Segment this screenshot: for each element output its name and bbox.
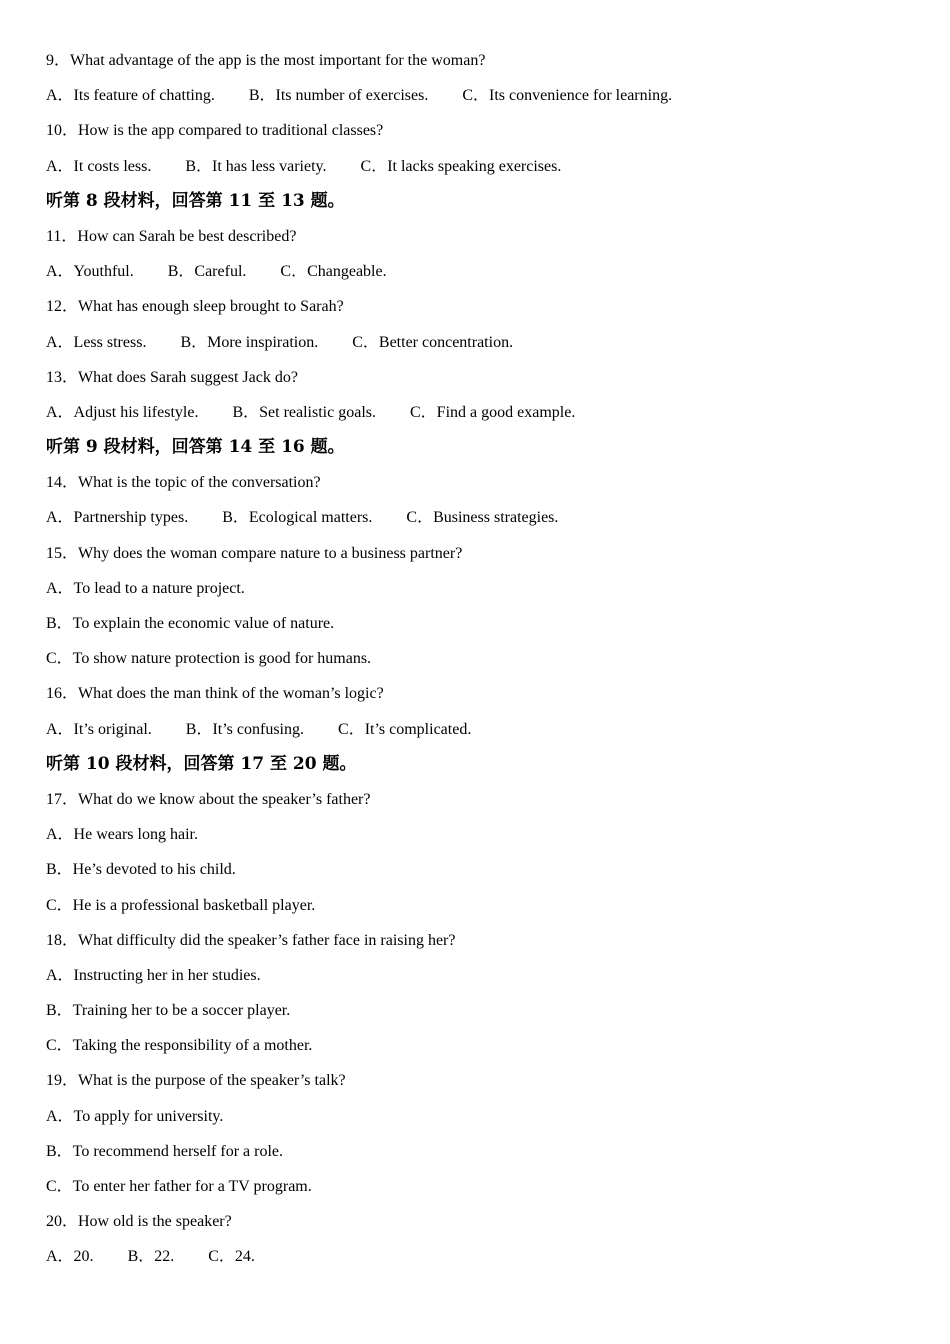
question-19: 19．What is the purpose of the speaker’s talk? — [46, 1072, 346, 1090]
option-20a: A．20. — [46, 1248, 94, 1266]
option-18c: C．Taking the responsibility of a mother. — [46, 1037, 313, 1055]
question-15: 15．Why does the woman compare nature to a business partner? — [46, 544, 463, 562]
option-12b: B．More inspiration. — [180, 333, 319, 351]
option-12a: A．Less stress. — [46, 333, 147, 351]
option-11a: A．Youthful. — [46, 263, 134, 281]
option-13b: B．Set realistic goals. — [232, 403, 376, 421]
option-15c: C．To show nature protection is good for humans. — [46, 650, 372, 668]
option-17b: B．He’s devoted to his child. — [46, 861, 236, 879]
question-16: 16．What does the man think of the woman’s logic? — [46, 685, 384, 703]
options-16 — [46, 712, 916, 747]
section-heading-8: 听第 8 段材料，回答第 11 至 13 题。 — [46, 190, 345, 211]
question-20: 20．How old is the speaker? — [46, 1213, 232, 1231]
option-16a: A．It’s original. — [46, 720, 152, 738]
option-14c: C．Business strategies. — [406, 509, 559, 527]
option-10b: B．It has less variety. — [185, 157, 327, 175]
option-10a: A．It costs less. — [46, 157, 152, 175]
option-10c: C．It lacks speaking exercises. — [360, 157, 562, 175]
option-15b: B．To explain the economic value of nature. — [46, 615, 335, 632]
option-20c: C．24. — [208, 1248, 255, 1266]
option-12c: C．Better concentration. — [352, 333, 514, 351]
option-20b: B．22. — [127, 1248, 175, 1266]
question-18: 18．What difficulty did the speaker’s father face in raising her? — [46, 931, 456, 949]
option-13a: A．Adjust his lifestyle. — [46, 403, 199, 421]
option-18a: A．Instructing her in her studies. — [46, 966, 261, 984]
options-14 — [46, 500, 916, 535]
option-18b: B．Training her to be a soccer player. — [46, 1002, 291, 1020]
options-10 — [46, 149, 916, 184]
options-12 — [46, 325, 916, 360]
question-11: 11．How can Sarah be best described? — [46, 227, 297, 245]
option-19b: B．To recommend herself for a role. — [46, 1142, 284, 1160]
question-12: 12．What has enough sleep brought to Sarah? — [46, 298, 344, 316]
option-9a: A．Its feature of chatting. — [46, 87, 215, 105]
option-19a: A．To apply for university. — [46, 1107, 224, 1125]
option-15a: A．To lead to a nature project. — [46, 579, 245, 597]
option-13c: C．Find a good example. — [410, 403, 576, 421]
question-14: 14．What is the topic of the conversation? — [46, 474, 321, 492]
question-17: 17．What do we know about the speaker’s father? — [46, 790, 371, 808]
options-11 — [46, 254, 916, 289]
option-11c: C．Changeable. — [280, 263, 387, 281]
option-14a: A．Partnership types. — [46, 509, 189, 527]
option-17c: C．He is a professional basketball player. — [46, 896, 316, 914]
option-17a: A．He wears long hair. — [46, 826, 198, 844]
section-heading-10: 听第 10 段材料，回答第 17 至 20 题。 — [46, 753, 357, 774]
option-9b: B．Its number of exercises. — [248, 87, 429, 105]
option-14b: B．Ecological matters. — [222, 509, 373, 527]
options-20 — [46, 1239, 916, 1274]
option-16c: C．It’s complicated. — [338, 720, 472, 738]
options-13 — [46, 395, 916, 430]
option-11b: B．Careful. — [167, 263, 247, 281]
section-heading-9: 听第 9 段材料，回答第 14 至 16 题。 — [46, 437, 345, 458]
option-19c: C．To enter her father for a TV program. — [46, 1178, 312, 1195]
question-10: 10．How is the app compared to traditional classes? — [46, 122, 384, 140]
question-9: 9．What advantage of the app is the most important for the woman? — [46, 52, 486, 69]
option-9c: C．Its convenience for learning. — [462, 87, 673, 105]
exam-page — [46, 43, 916, 1275]
options-9 — [46, 78, 916, 113]
option-16b: B．It’s confusing. — [185, 720, 305, 738]
question-13: 13．What does Sarah suggest Jack do? — [46, 368, 298, 386]
